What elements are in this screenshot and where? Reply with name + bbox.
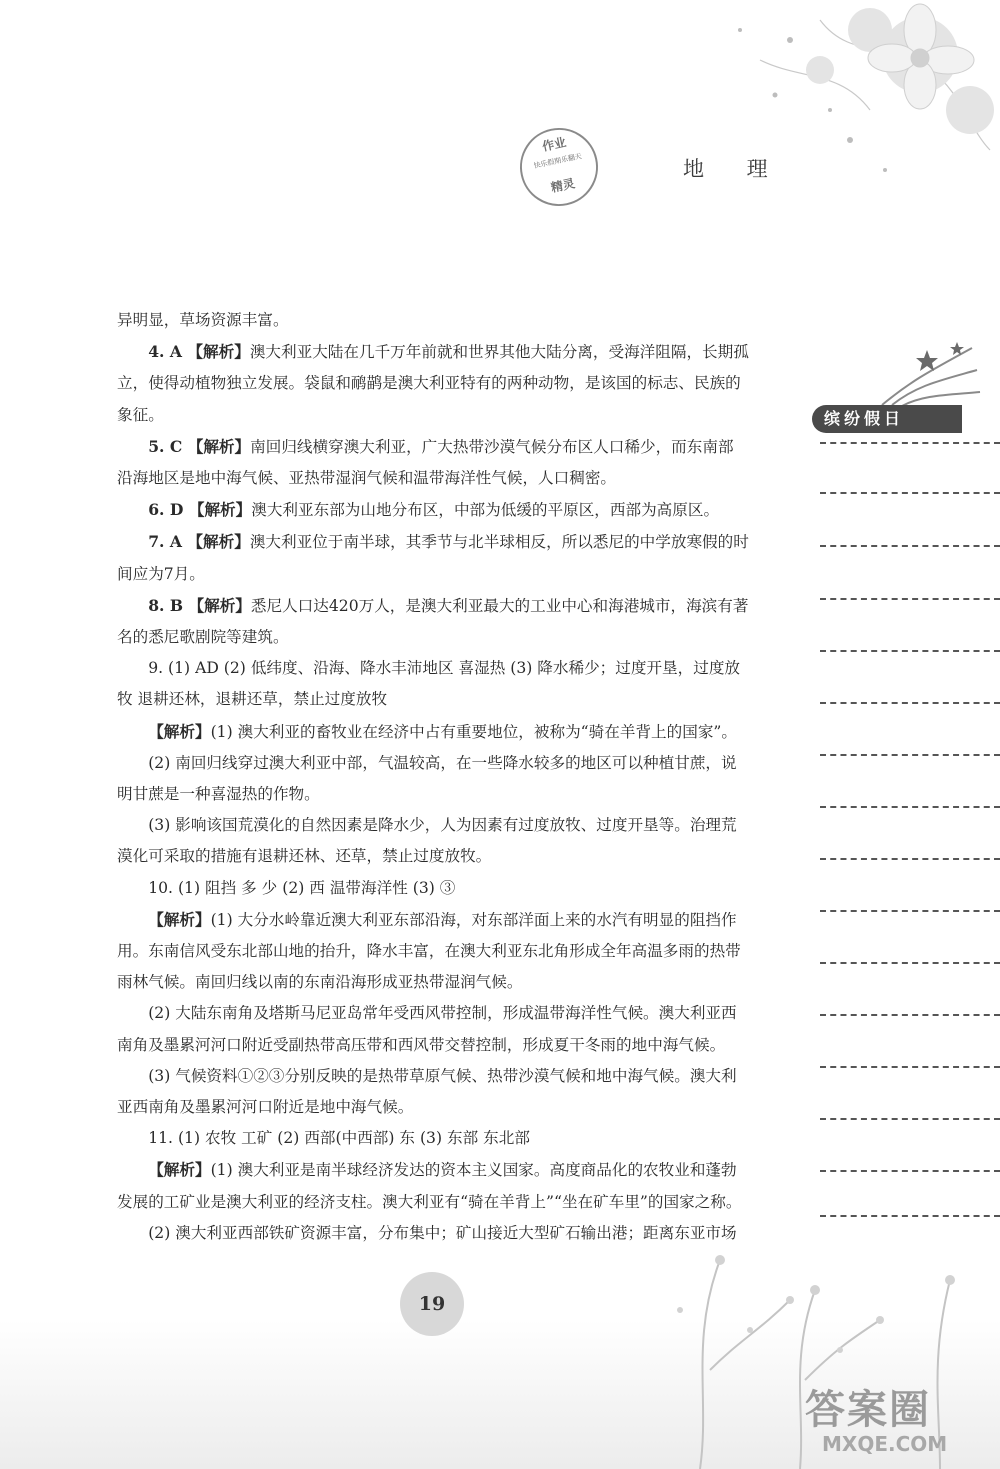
paragraph: 异明显，草场资源丰富。 <box>117 311 289 329</box>
star-burst-decoration <box>872 340 982 410</box>
answer-content <box>117 305 749 1249</box>
paragraph: (2) 大陆东南角及塔斯马尼亚岛常年受西风带控制，形成温带海洋性气候。澳大利亚西南角及墨累河河口附近受副热带高压带和西风带交替控制，形成夏干冬雨的地中海气候。 <box>117 1004 737 1054</box>
note-line <box>820 442 1000 444</box>
paragraph: 【解析】(1) 大分水岭靠近澳大利亚东部沿海，对东部洋面上来的水汽有明显的阻挡作用。东南信风受东北部山地的抬升，降水丰富，在澳大利亚东北角形成全年高温多雨的热带雨林气候。南回归线以南的东南沿海形成亚热带湿润气候。 <box>117 909 741 992</box>
paragraph: (2) 澳大利亚西部铁矿资源丰富，分布集中；矿山接近大型矿石输出港；距离东亚市场 <box>148 1223 737 1242</box>
paragraph: 10. (1) 阻挡 多 少 (2) 西 温带海洋性 (3) ③ <box>148 878 456 897</box>
note-line <box>820 806 1000 808</box>
paragraph: 6. D 【解析】澳大利亚东部为山地分布区，中部为低缓的平原区，西部为高原区。 <box>148 500 720 520</box>
note-line <box>820 650 1000 652</box>
page-subject-title: 地 理 <box>683 157 786 181</box>
paragraph: 5. C 【解析】南回归线横穿澳大利亚，广大热带沙漠气候分布区人口稀少，而东南部沿海地区是地中海气候、亚热带湿润气候和温带海洋性气候，人口稠密。 <box>117 436 734 488</box>
watermark-url: MXQE.COM <box>822 1432 948 1456</box>
page-number: 19 <box>400 1272 464 1336</box>
paragraph: 【解析】(1) 澳大利亚是南半球经济发达的资本主义国家。高度商品化的农牧业和蓬勃发展的工矿业是澳大利亚的经济支柱。澳大利亚有“骑在羊背上”“坐在矿车里”的国家之称。 <box>117 1160 742 1211</box>
note-line <box>820 492 1000 494</box>
paragraph: (2) 南回归线穿过澳大利亚中部，气温较高，在一些降水较多的地区可以种植甘蔗，说明甘蔗是一种喜湿热的作物。 <box>117 753 737 804</box>
note-line <box>820 1170 1000 1172</box>
note-line <box>820 1118 1000 1120</box>
paragraph: (3) 气候资料①②③分别反映的是热带草原气候、热带沙漠气候和地中海气候。澳大利亚西南角及墨累河河口附近是地中海气候。 <box>117 1066 737 1117</box>
paragraph: 7. A 【解析】澳大利亚位于南半球，其季节与北半球相反，所以悉尼的中学放寒假的时间应为7月。 <box>117 532 749 583</box>
note-line <box>820 910 1000 912</box>
note-line <box>820 1014 1000 1016</box>
floral-decoration <box>670 0 1000 230</box>
note-line <box>820 754 1000 756</box>
seal-stamp: 作业 快乐假期乐翻天 精灵 <box>513 121 606 214</box>
paragraph: 4. A 【解析】澳大利亚大陆在几千万年前就和世界其他大陆分离，受海洋阻隔，长期孤立，使得动植物独立发展。袋鼠和鸸鹋是澳大利亚特有的两种动物，是该国的标志、民族的象征。 <box>117 342 749 424</box>
paragraph: (3) 影响该国荒漠化的自然因素是降水少，人为因素有过度放牧、过度开垦等。治理荒漠化可采取的措施有退耕还林、还草，禁止过度放牧。 <box>117 816 737 866</box>
note-line <box>820 1066 1000 1068</box>
note-line <box>820 858 1000 860</box>
note-line <box>820 598 1000 600</box>
note-line <box>820 962 1000 964</box>
note-line <box>820 545 1000 547</box>
paragraph: 8. B 【解析】悉尼人口达420万人，是澳大利亚最大的工业中心和海港城市，海滨有著名的悉尼歌剧院等建筑。 <box>117 595 749 647</box>
note-line <box>820 702 1000 704</box>
section-tag: 缤纷假日 <box>812 405 962 433</box>
paragraph: 9. (1) AD (2) 低纬度、沿海、降水丰沛地区 喜湿热 (3) 降水稀少；过度开垦，过度放牧 退耕还林，退耕还草，禁止过度放牧 <box>117 659 741 709</box>
note-line <box>820 1215 1000 1217</box>
watermark-logo: 答案圈 <box>805 1387 931 1433</box>
paragraph: 11. (1) 农牧 工矿 (2) 西部(中西部) 东 (3) 东部 东北部 <box>148 1129 530 1148</box>
paragraph: 【解析】(1) 澳大利亚的畜牧业在经济中占有重要地位，被称为“骑在羊背上的国家”。 <box>148 721 737 741</box>
